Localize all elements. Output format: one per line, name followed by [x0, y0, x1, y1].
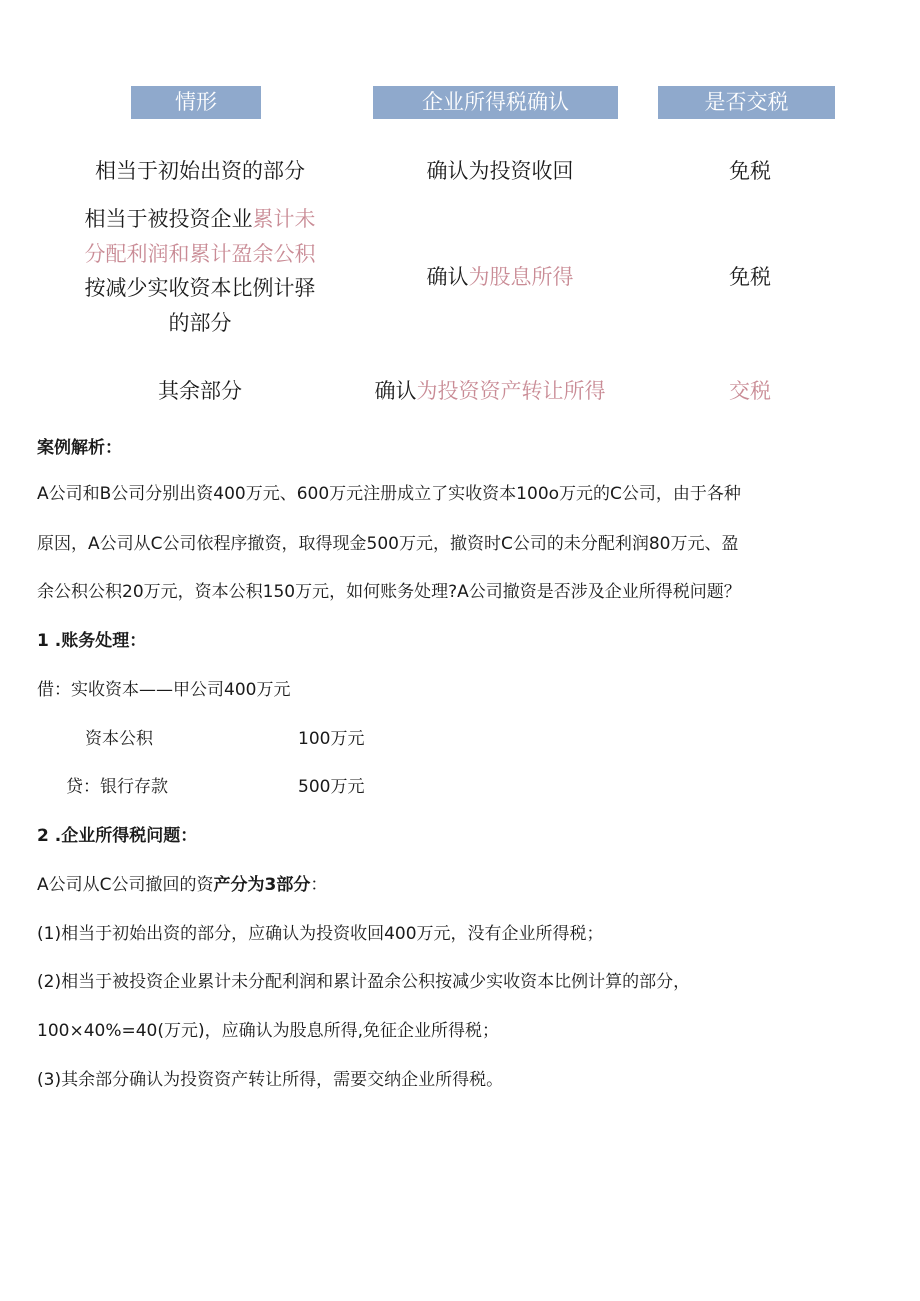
row1-recognition: [360, 155, 640, 188]
row2-situation-line3: [40, 271, 360, 306]
plain-text: 免税: [729, 265, 771, 289]
tax-intro-normal: A公司从C公司撤回的资: [37, 875, 214, 895]
plain-text: 的部分: [168, 310, 232, 335]
plain-text: 相当于被投资企业: [84, 207, 253, 231]
tax-intro-end: ：: [310, 875, 328, 895]
tax-item-1: (1)相当于初始出资的部分，应确认为投资收回400万元，没有企业所得税；: [37, 924, 604, 944]
row2-situation-line1: [40, 202, 360, 237]
plain-text: 其余部分: [158, 379, 242, 403]
plain-text: 确认: [426, 265, 469, 289]
accounting-heading: 1 .账务处理：: [37, 631, 147, 651]
tax-heading: 2 .企业所得税问题：: [37, 826, 198, 846]
capital-reserve-amount: 100万元: [298, 729, 365, 749]
highlight-text: 交税: [729, 379, 771, 403]
credit-amount: 500万元: [298, 777, 365, 797]
row3-recognition: [330, 375, 650, 408]
row1-situation: [40, 155, 360, 188]
row3-situation: [40, 375, 360, 408]
case-line-2: 原因，A公司从C公司依程序撤资，取得现金500万元，撤资时C公司的未分配利润80万元、盈: [37, 534, 739, 554]
row3-tax: [650, 375, 850, 408]
debit-line: 借：实收资本——甲公司400万元: [37, 680, 291, 700]
plain-text: 确认为投资收回: [426, 159, 574, 183]
highlight-text: 为股息所得: [468, 265, 574, 289]
row2-situation: [40, 202, 360, 340]
header-tax-recognition: 企业所得税确认: [373, 86, 618, 119]
case-heading: 案例解析：: [37, 438, 122, 458]
row1-tax: [650, 155, 850, 188]
plain-text: 相当于初始出资的部分: [95, 159, 305, 183]
credit-label: 贷：银行存款: [66, 777, 168, 797]
plain-text: 免税: [729, 159, 771, 183]
plain-text: 确认: [374, 379, 417, 403]
highlight-text: 分配利润和累计盈余公积: [84, 241, 316, 266]
tax-item-2-calc: 100×40%=40(万元)，应确认为股息所得,免征企业所得税；: [37, 1021, 500, 1041]
row2-situation-line2: [40, 237, 360, 272]
tax-intro: [37, 872, 327, 898]
highlight-text: 累计未: [252, 207, 316, 231]
header-taxable: 是否交税: [658, 86, 835, 119]
capital-reserve-label: 资本公积: [85, 729, 153, 749]
highlight-text: 为投资资产转让所得: [416, 379, 606, 403]
case-line-1: A公司和B公司分别出资400万元、600万元注册成立了实收资本100o万元的C公司，由于各种: [37, 484, 741, 504]
tax-intro-bold: 产分为3部分: [213, 875, 311, 895]
row2-recognition: [360, 261, 640, 294]
tax-item-2: (2)相当于被投资企业累计未分配利润和累计盈余公积按减少实收资本比例计算的部分，: [37, 972, 691, 992]
tax-item-3: (3)其余部分确认为投资资产转让所得，需要交纳企业所得税。: [37, 1070, 504, 1090]
case-line-3: 余公积公积20万元，资本公积150万元，如何账务处理?A公司撤资是否涉及企业所得税问题？: [37, 582, 741, 602]
row2-tax: [650, 261, 850, 294]
header-situation: 情形: [131, 86, 261, 119]
row2-situation-line4: [40, 306, 360, 341]
plain-text: 按减少实收资本比例计驿: [84, 276, 316, 300]
